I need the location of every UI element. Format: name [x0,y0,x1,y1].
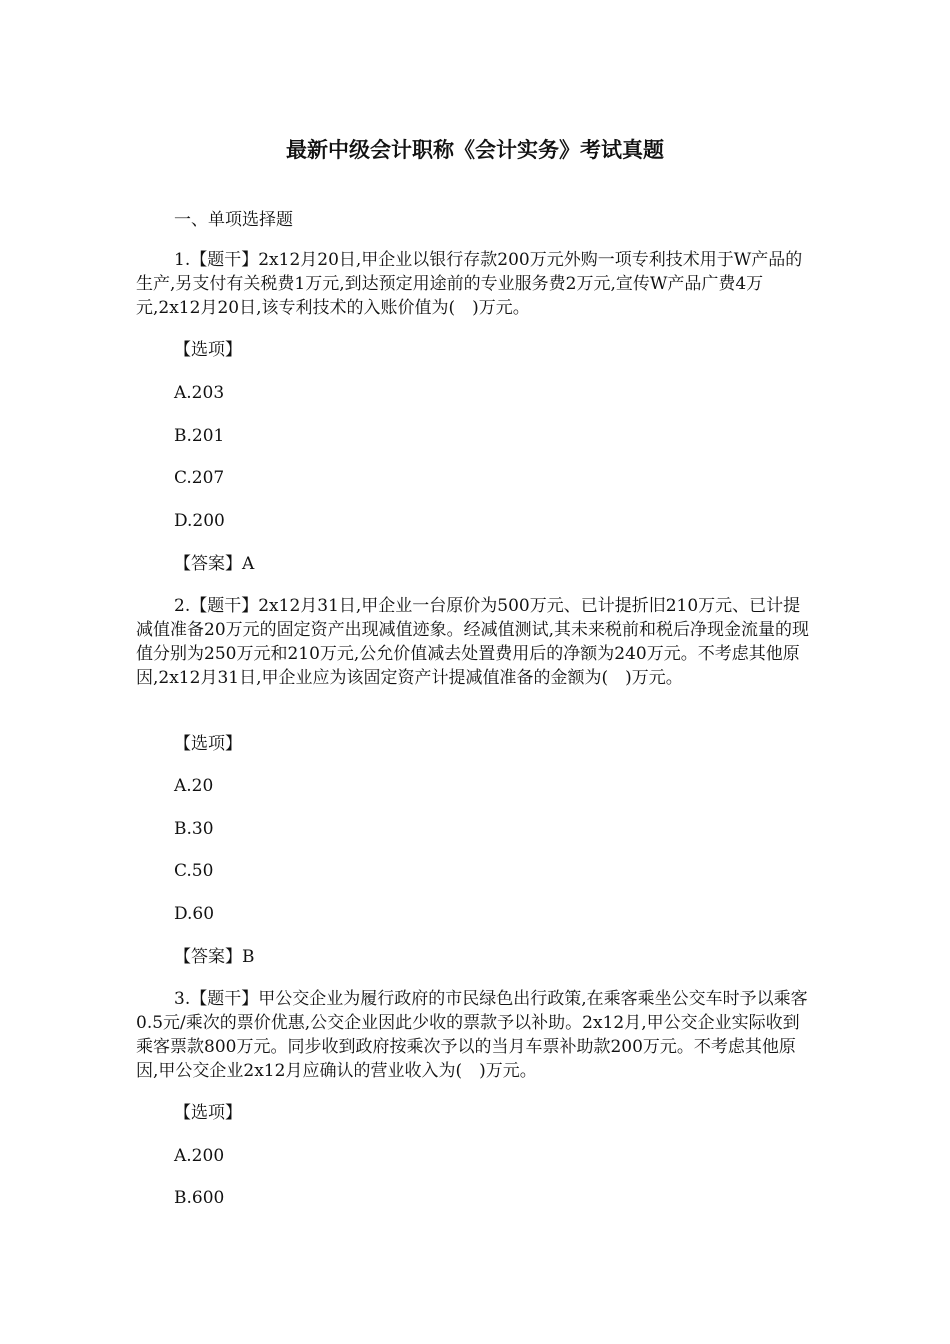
question-3-option-a: A.200 [174,1146,225,1166]
question-1-options-label: 【选项】 [174,340,242,360]
question-2-options-label: 【选项】 [174,734,242,754]
question-2-stem: 2.【题干】2x12月31日,甲企业一台原价为500万元、已计提折旧210万元、已计提减值准备20万元的固定资产出现减值迹象。经减值测试,其未来税前和税后净现金流量的现值分别为250万元和210万元,公允价值减去处置费用后的净额为240万元。不考虑其他原因,2x12月31日,甲企业应为该固定资产计提减值准备的金额为( )万元。 [136,596,810,688]
question-3-option-b: B.600 [174,1188,225,1208]
question-3-options-label: 【选项】 [174,1103,242,1123]
question-3-stem: 3.【题干】甲公交企业为履行政府的市民绿色出行政策,在乘客乘坐公交车时予以乘客0.5元/乘次的票价优惠,公交企业因此少收的票款予以补助。2x12月,甲公交企业实际收到乘客票款800万元。同步收到政府按乘次予以的当月车票补助款200万元。不考虑其他原因,甲公交企业2x12月应确认的营业收入为( )万元。 [136,989,808,1081]
question-1-option-d: D.200 [174,511,225,531]
question-1-answer: 【答案】A [174,554,255,574]
question-2-answer: 【答案】B [174,947,255,967]
question-2-option-d: D.60 [174,904,215,924]
question-2-option-a: A.20 [174,776,214,796]
question-1-option-b: B.201 [174,426,225,446]
question-2-option-b: B.30 [174,819,214,839]
question-2-option-c: C.50 [174,861,214,881]
question-1-option-c: C.207 [174,468,225,488]
page-title: 最新中级会计职称《会计实务》考试真题 [286,137,664,162]
question-1-option-a: A.203 [174,383,225,403]
question-1-stem: 1.【题干】2x12月20日,甲企业以银行存款200万元外购一项专利技术用于W产品的生产,另支付有关税费1万元,到达预定用途前的专业服务费2万元,宣传W产品广费4万元,2x12月20日,该专利技术的入账价值为( )万元。 [136,250,803,318]
section-heading: 一、单项选择题 [174,210,293,230]
